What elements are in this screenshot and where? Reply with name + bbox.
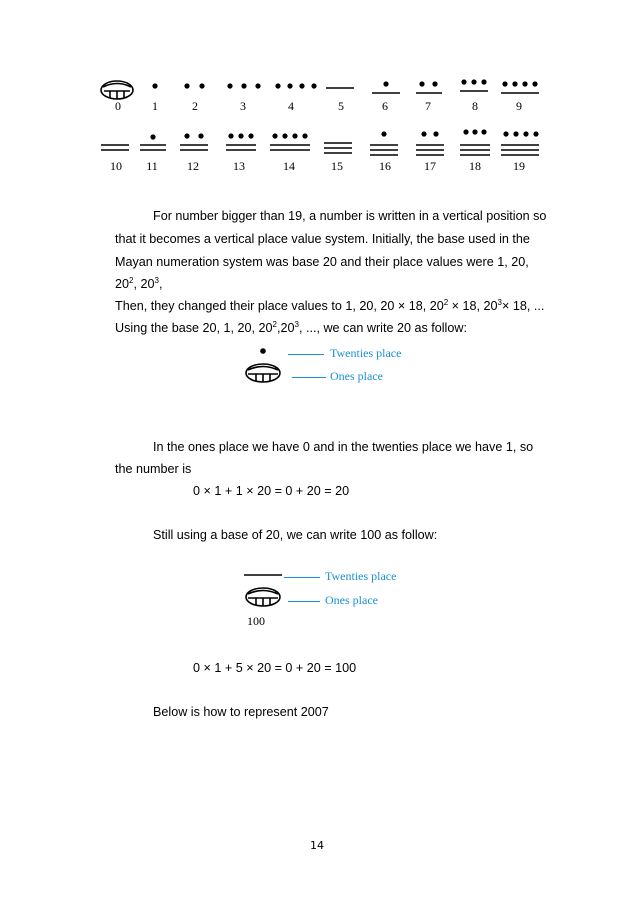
numeral-label: 5 xyxy=(338,99,344,113)
twenties-place-label-2: Twenties place xyxy=(325,569,397,583)
para1-line2: that it becomes a vertical place value system. Initially, the base used in the xyxy=(115,232,530,246)
numeral-label: 18 xyxy=(469,159,481,173)
para1-line4: $20^2$, $20^3$, xyxy=(115,276,163,291)
para1-line5: Then, they changed their place values to 1, 20, 20 × 18, $20^2 \times 18$, $20^3\times 18$, ... xyxy=(115,298,545,313)
numeral-label: 9 xyxy=(516,99,522,113)
numeral-label: 14 xyxy=(283,159,295,173)
ones-place-label-2: Ones place xyxy=(325,593,378,607)
numeral-label: 0 xyxy=(115,99,121,113)
numeral-label: 7 xyxy=(425,99,431,113)
numeral-label: 13 xyxy=(233,159,245,173)
ones-leader-line xyxy=(292,377,326,378)
twenties-leader-line-2 xyxy=(284,577,320,578)
numeral-label: 15 xyxy=(331,159,343,173)
numeral-label: 12 xyxy=(187,159,199,173)
para2-line1: In the ones place we have 0 and in the twenties place we have 1, so xyxy=(153,440,534,454)
twenties-leader-line xyxy=(288,354,324,355)
shell-zero-icon xyxy=(101,81,133,99)
figure-hundred-caption: 100 xyxy=(247,614,265,628)
mayan-numerals-glyphs xyxy=(0,0,638,200)
numeral-label: 16 xyxy=(379,159,391,173)
numeral-label: 6 xyxy=(382,99,388,113)
numeral-label: 11 xyxy=(146,159,158,173)
figure-twenty-glyph xyxy=(236,342,296,387)
para3-line1: Still using a base of 20, we can write 100 as follow: xyxy=(153,528,438,542)
numeral-label: 3 xyxy=(240,99,246,113)
para1-line6: Using the base 20, 1, 20, $20^2,20^3$, ..., we can write 20 as follow: xyxy=(115,320,467,335)
para2-line2: the number is xyxy=(115,462,192,476)
para4-line1: Below is how to represent 2007 xyxy=(153,705,329,719)
equation-twenty: 0 × 1 + 1 × 20 = 0 + 20 = 20 xyxy=(193,484,350,498)
numeral-label: 1 xyxy=(152,99,158,113)
numeral-label: 10 xyxy=(110,159,122,173)
ones-place-label: Ones place xyxy=(330,369,383,383)
numeral-label: 17 xyxy=(424,159,436,173)
figure-hundred-glyph xyxy=(236,566,296,611)
dots-row1 xyxy=(152,83,316,88)
equation-hundred: 0 × 1 + 5 × 20 = 0 + 20 = 100 xyxy=(193,661,357,675)
para1-line1: For number bigger than 19, a number is written in a vertical position so xyxy=(153,209,547,223)
para1-line3: Mayan numeration system was base 20 and their place values were 1, 20, xyxy=(115,255,529,269)
numeral-label: 2 xyxy=(192,99,198,113)
ones-leader-line-2 xyxy=(288,601,320,602)
page-number: 14 xyxy=(310,839,324,852)
twenties-place-label: Twenties place xyxy=(330,346,402,360)
numeral-label: 19 xyxy=(513,159,525,173)
numeral-label: 8 xyxy=(472,99,478,113)
numeral-label: 4 xyxy=(288,99,294,113)
